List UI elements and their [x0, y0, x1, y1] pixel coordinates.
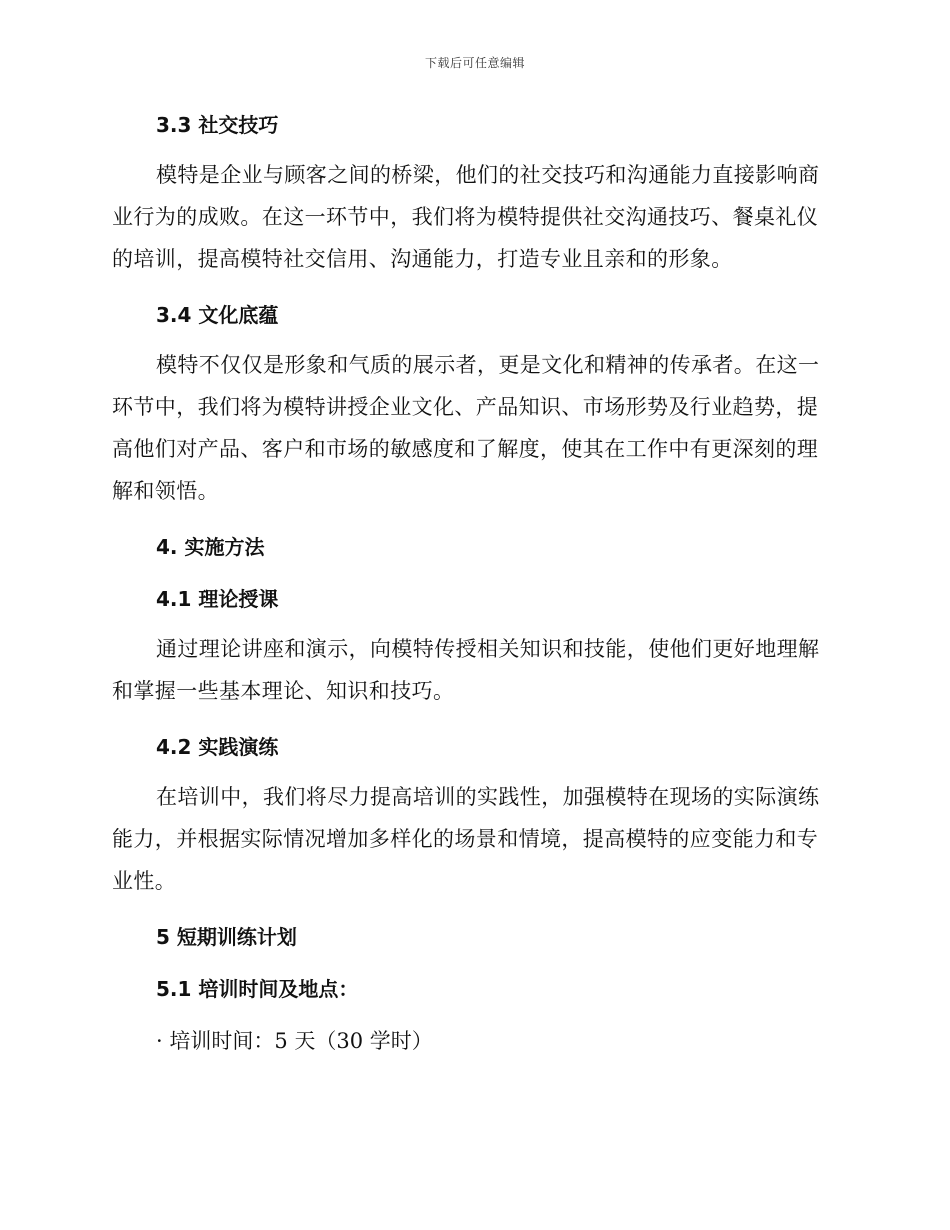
section-paragraph-4-1: 通过理论讲座和演示，向模特传授相关知识和技能，使他们更好地理解和掌握一些基本理论、知识和技巧。	[112, 637, 820, 703]
section-heading-5-1: 5.1 培训时间及地点：	[156, 977, 359, 1001]
section-paragraph-3-3: 模特是企业与顾客之间的桥梁，他们的社交技巧和沟通能力直接影响商业行为的成败。在这一环节中，我们将为模特提供社交沟通技巧、餐桌礼仪的培训，提高模特社交信用、沟通能力，打造专业且亲和的形象。	[112, 163, 820, 271]
section-heading-4-1: 4.1 理论授课	[156, 587, 279, 611]
section-paragraph-3-4: 模特不仅仅是形象和气质的展示者，更是文化和精神的传承者。在这一环节中，我们将为模特讲授企业文化、产品知识、市场形势及行业趋势，提高他们对产品、客户和市场的敏感度和了解度，使其在工作中有更深刻的理解和领悟。	[112, 353, 820, 503]
header-note: 下载后可任意编辑	[424, 56, 525, 70]
document-body	[112, 108, 832, 1058]
section-heading-3-3: 3.3 社交技巧	[156, 113, 279, 137]
section-heading-3-4: 3.4 文化底蕴	[156, 303, 279, 327]
section-heading-4: 4. 实施方法	[156, 535, 265, 559]
section-heading-4-2: 4.2 实践演练	[156, 735, 279, 759]
section-heading-5: 5 短期训练计划	[156, 925, 297, 949]
bullet-training-time: · 培训时间：5 天（30 学时）	[156, 1029, 433, 1053]
section-paragraph-4-2: 在培训中，我们将尽力提高培训的实践性，加强模特在现场的实际演练能力，并根据实际情况增加多样化的场景和情境，提高模特的应变能力和专业性。	[112, 785, 820, 893]
